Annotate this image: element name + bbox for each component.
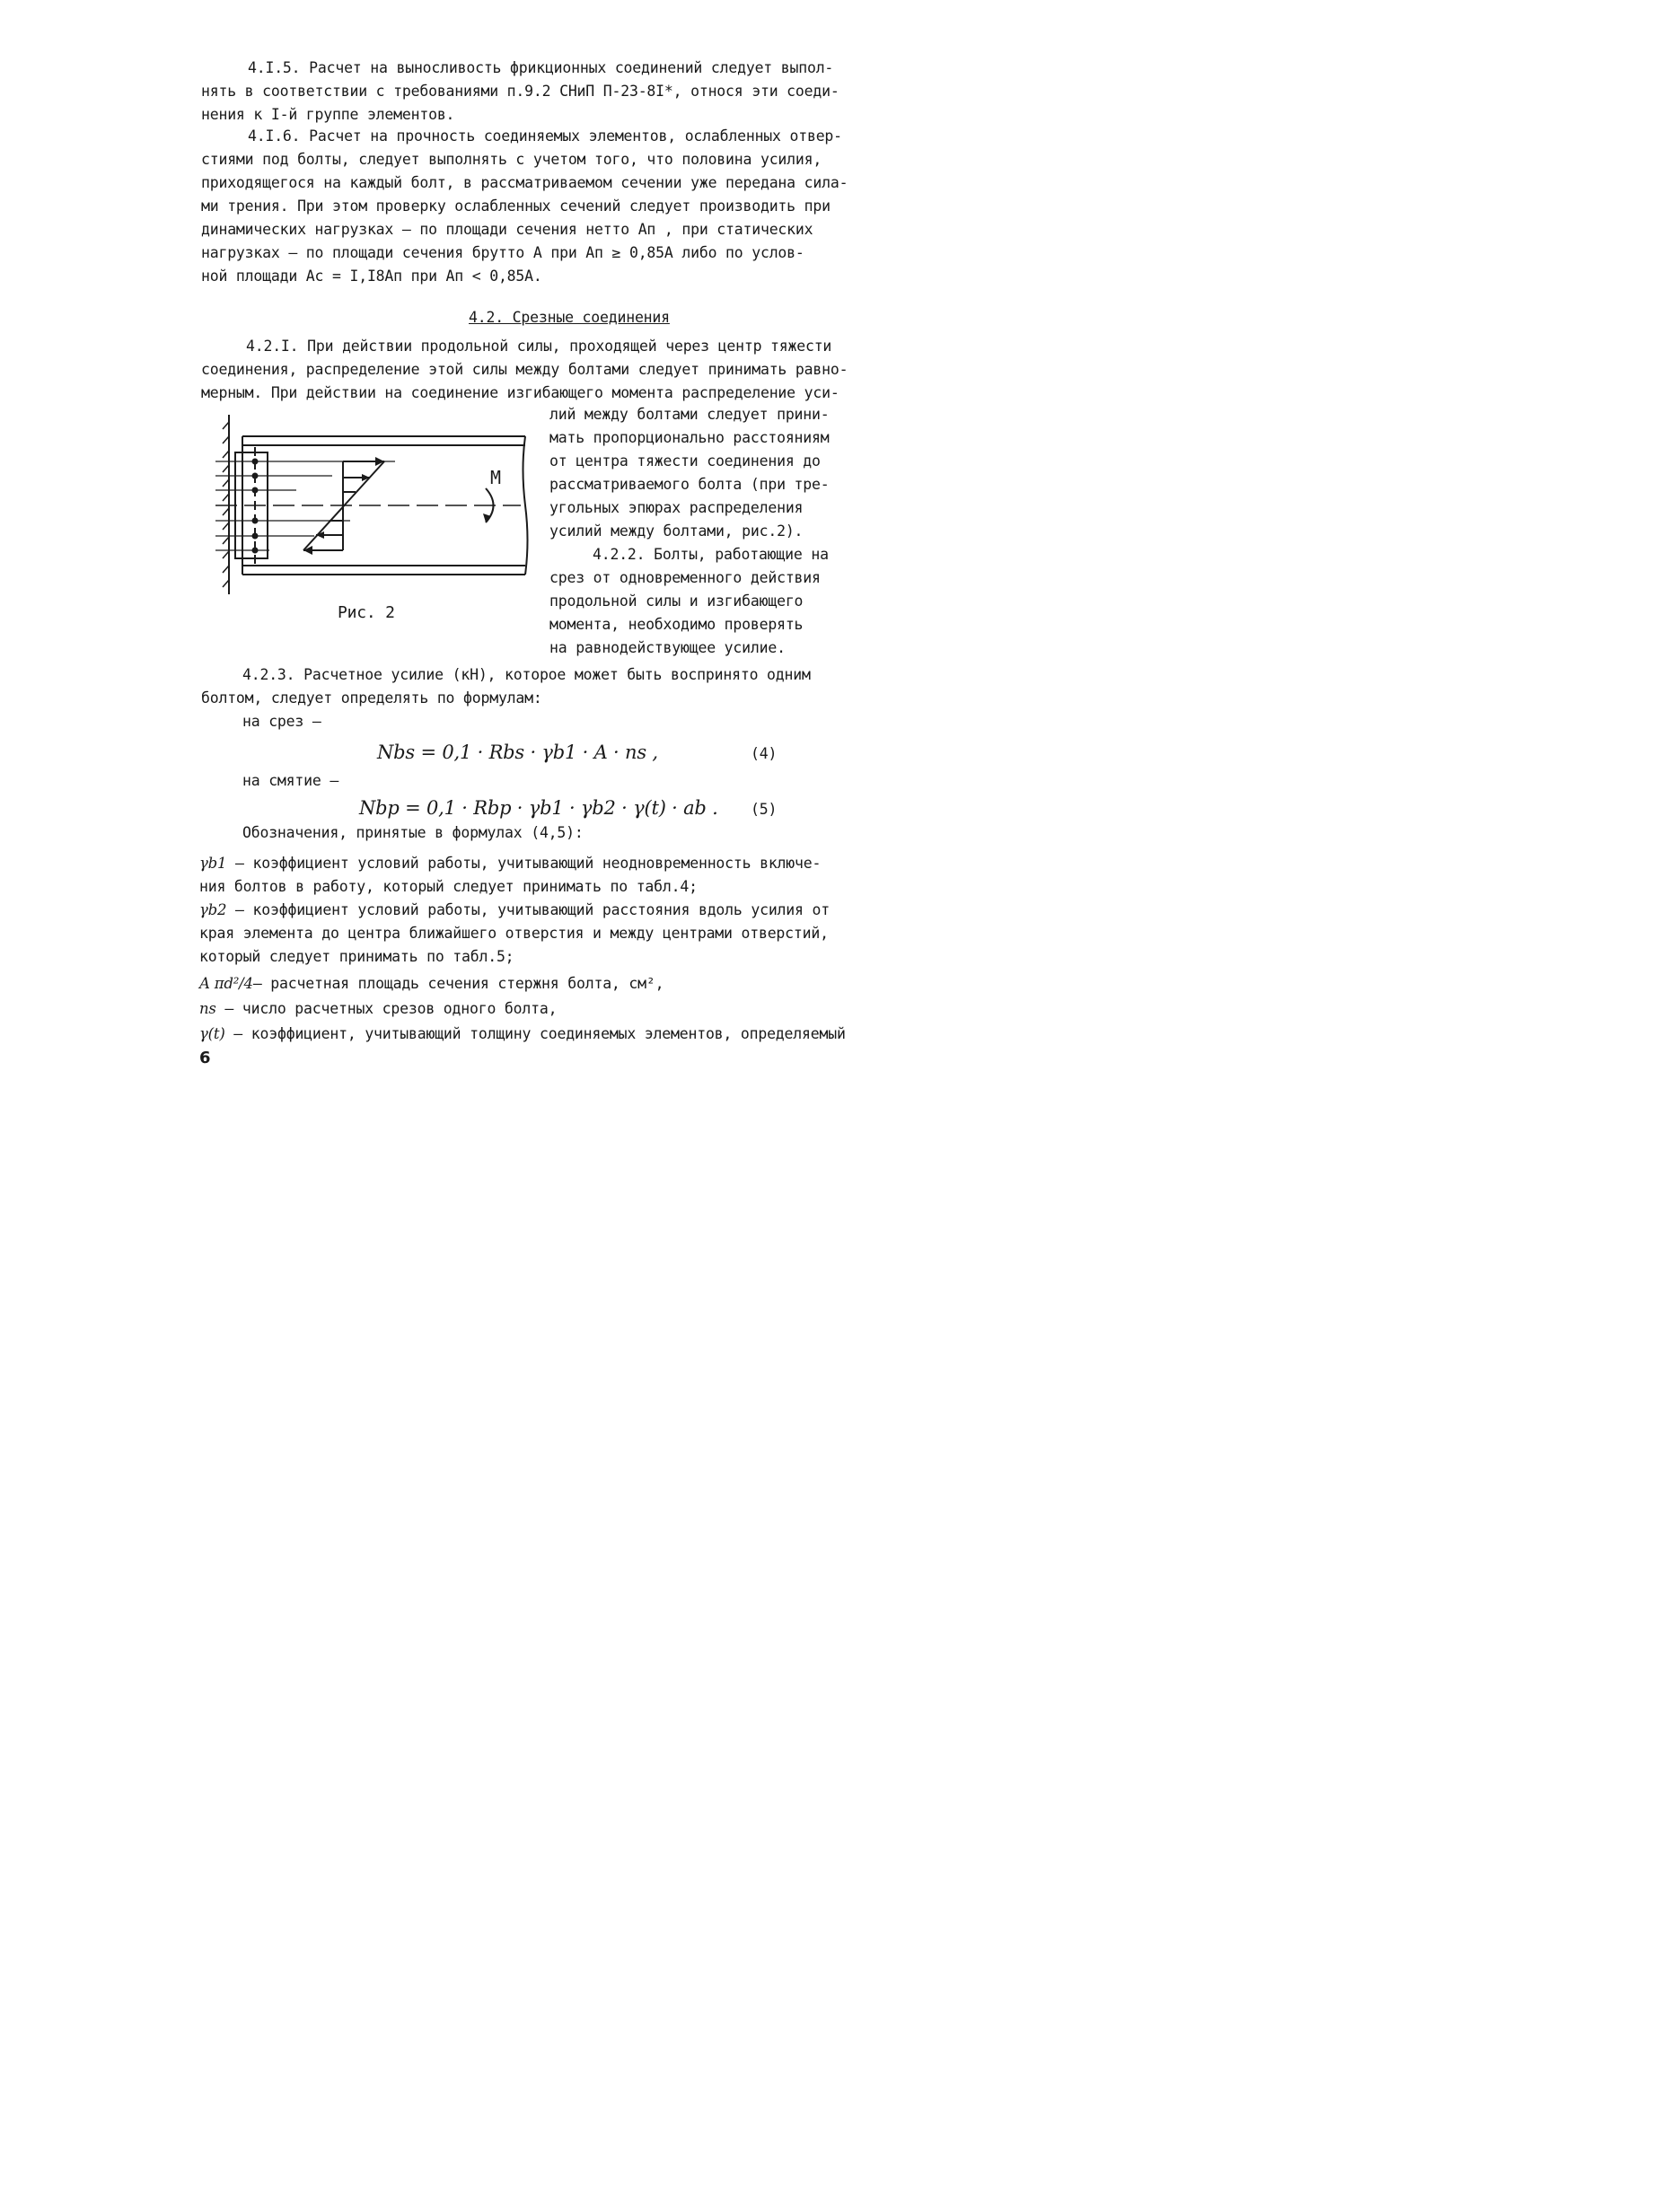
notation-text: – коэффициент условий работы, учитывающий расстояния вдоль усилия от bbox=[226, 901, 830, 918]
notation-symbol: ns bbox=[199, 1000, 216, 1017]
p416-line-3: приходящегося на каждый болт, в рассматриваемом сечении уже передана сила- bbox=[201, 174, 848, 191]
notation-gamma-b1 bbox=[199, 855, 821, 872]
p416-line-4: ми трения. При этом проверку ослабленных сечений следует производить при bbox=[201, 198, 830, 215]
formula-4-number: (4) bbox=[751, 745, 778, 762]
notation-symbol: γb1 bbox=[199, 855, 227, 872]
p421-line-3: мерным. При действии на соединение изгибающего момента распределение уси- bbox=[201, 384, 839, 401]
p415-line-3: нения к I-й группе элементов. bbox=[201, 106, 455, 123]
p421-cont-line-6: усилий между болтами, рис.2). bbox=[549, 522, 804, 540]
p423-line-1: 4.2.3. Расчетное усилие (кН), которое может быть воспринято одним bbox=[242, 666, 811, 683]
p421-cont-line-3: от центра тяжести соединения до bbox=[549, 452, 821, 470]
notation-text: – число расчетных срезов одного болта, bbox=[215, 1000, 558, 1017]
p415-line-2: нять в соответствии с требованиями п.9.2 СНиП П-23-8I*, относя эти соеди- bbox=[201, 83, 839, 100]
p416-line-1: 4.I.6. Расчет на прочность соединяемых элементов, ослабленных отвер- bbox=[248, 127, 842, 145]
shear-label: на срез – bbox=[242, 713, 321, 730]
notation-gamma-b2-cont: края элемента до центра ближайшего отверстия и между центрами отверстий, bbox=[199, 925, 829, 942]
p422-line-4: момента, необходимо проверять bbox=[549, 616, 804, 633]
p416-line-2: стиями под болты, следует выполнять с учетом того, что половина усилия, bbox=[201, 151, 822, 168]
p421-cont-line-1: лий между болтами следует прини- bbox=[549, 406, 830, 423]
notation-gamma-b1-cont: ния болтов в работу, который следует принимать по табл.4; bbox=[199, 878, 698, 895]
notation-area bbox=[199, 975, 664, 992]
notation-text: – коэффициент условий работы, учитывающий неодновременность включе- bbox=[226, 855, 822, 872]
notation-ns bbox=[199, 1000, 557, 1017]
notation-gamma-b2 bbox=[199, 901, 830, 918]
figure-caption: Рис. 2 bbox=[338, 603, 395, 622]
document-page bbox=[0, 0, 919, 1224]
formula-4: Nbs = 0,1 · Rbs · γb1 · A · ns , bbox=[377, 742, 658, 763]
p421-line-1: 4.2.I. При действии продольной силы, проходящей через центр тяжести bbox=[246, 338, 832, 355]
p415-line-1: 4.I.5. Расчет на выносливость фрикционных соединений следует выпол- bbox=[248, 59, 834, 76]
p422-line-1: 4.2.2. Болты, работающие на bbox=[593, 546, 829, 563]
p422-line-5: на равнодействующее усилие. bbox=[549, 639, 786, 656]
p422-line-2: срез от одновременного действия bbox=[549, 569, 821, 586]
p416-line-5: динамических нагрузках – по площади сечения нетто Aп , при статических bbox=[201, 221, 813, 238]
section-title: 4.2. Срезные соединения bbox=[469, 309, 670, 326]
p422-line-3: продольной силы и изгибающего bbox=[549, 592, 804, 610]
p421-cont-line-4: рассматриваемого болта (при тре- bbox=[549, 476, 830, 493]
notation-text: – коэффициент, учитывающий толщину соединяемых элементов, определяемый bbox=[224, 1025, 846, 1042]
notation-symbol: γb2 bbox=[199, 901, 227, 918]
notation-gamma-t bbox=[199, 1025, 846, 1042]
formula-5: Nbp = 0,1 · Rbp · γb1 · γb2 · γ(t) · ab . bbox=[359, 797, 718, 819]
notation-gamma-b2-cont2: который следует принимать по табл.5; bbox=[199, 948, 514, 965]
notation-symbol: γ(t) bbox=[199, 1025, 225, 1042]
page-number: 6 bbox=[199, 1049, 211, 1067]
figure-2-diagram bbox=[215, 415, 539, 610]
moment-label: M bbox=[490, 467, 501, 488]
p416-line-7: ной площади Ac = I,I8Aп при Aп < 0,85A. bbox=[201, 268, 542, 285]
p423-line-2: болтом, следует определять по формулам: bbox=[201, 689, 542, 707]
notation-text: – расчетная площадь сечения стержня болта, см², bbox=[252, 975, 664, 992]
bearing-label: на смятие – bbox=[242, 772, 339, 789]
p421-cont-line-5: угольных эпюрах распределения bbox=[549, 499, 804, 516]
p416-line-6: нагрузках – по площади сечения брутто A при Aп ≥ 0,85A либо по услов- bbox=[201, 244, 804, 261]
notation-symbol: A πd²/4 bbox=[199, 975, 253, 992]
p421-line-2: соединения, распределение этой силы между болтами следует принимать равно- bbox=[201, 361, 848, 378]
formula-5-number: (5) bbox=[751, 801, 778, 818]
p421-cont-line-2: мать пропорционально расстояниям bbox=[549, 429, 830, 446]
notation-intro: Обозначения, принятые в формулах (4,5): bbox=[242, 824, 584, 841]
